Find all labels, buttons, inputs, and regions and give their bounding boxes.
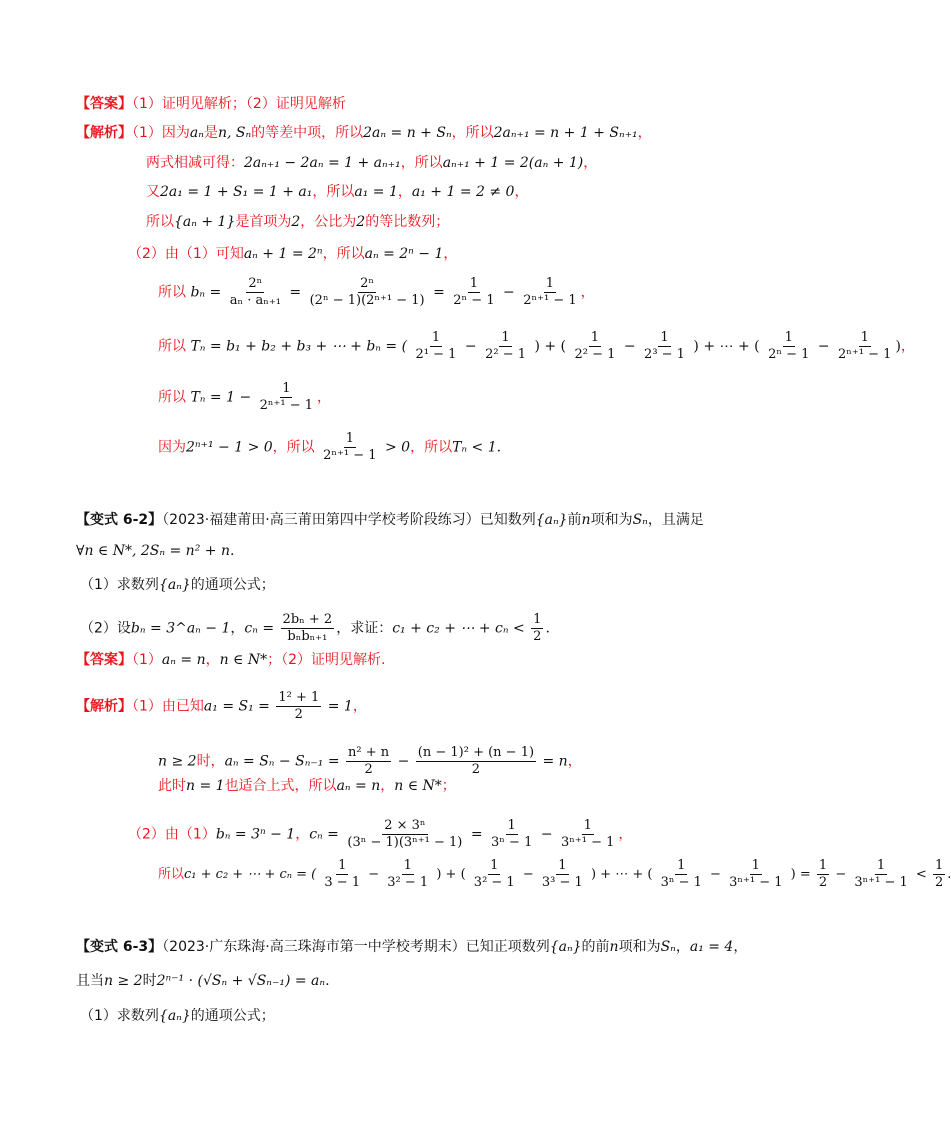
variant-6-3-stem <box>76 940 800 954</box>
math: = <box>470 826 483 843</box>
math: a₁ + 1 = 2 ≠ 0 <box>411 184 515 200</box>
variant-label: 【变式 6-3】 <box>76 939 163 955</box>
denominator: aₙ · aₙ₊₁ <box>229 293 281 308</box>
math: − <box>397 753 410 770</box>
text: 时 <box>142 973 157 989</box>
fraction <box>540 858 585 891</box>
math: n ≥ 2 <box>158 753 197 770</box>
denominator: 3ⁿ⁺¹ − 1 <box>854 875 908 890</box>
text: 此时 <box>158 778 186 794</box>
denominator: 2 <box>294 707 303 722</box>
denominator: 2ⁿ⁺¹ − 1 <box>259 398 314 413</box>
numerator: 1 <box>751 858 760 873</box>
math: 2ⁿ⁺¹ − 1 > 0 <box>186 439 273 456</box>
analysis-line-4 <box>146 215 800 229</box>
variant-6-2-analysis-3 <box>158 779 800 793</box>
text: ，所以 <box>322 246 365 262</box>
denominator: 2ⁿ⁺¹ − 1 <box>523 293 577 308</box>
math: a₁ = S₁ = <box>203 698 270 715</box>
denominator: 2ⁿ − 1 <box>768 347 810 362</box>
text: 前 <box>567 512 582 528</box>
numerator: 1 <box>345 431 354 446</box>
fraction <box>276 690 321 723</box>
fraction <box>817 858 829 891</box>
math: 2ⁿ⁻¹ · (√Sₙ + √Sₙ₋₁) = aₙ <box>156 973 326 989</box>
text: . <box>496 439 502 456</box>
fraction <box>559 818 616 851</box>
text: ， <box>514 184 529 200</box>
fraction <box>521 276 578 309</box>
math: bₙ = 3^aₙ − 1 <box>130 620 231 637</box>
text: 的等差中项，所以 <box>251 125 364 141</box>
math: a₁ = 1 <box>354 184 398 200</box>
text: （2）由（1） <box>128 826 216 843</box>
answer-line <box>76 97 800 111</box>
math: − <box>464 338 477 355</box>
denominator: 2² − 1 <box>574 347 616 362</box>
text: ， <box>397 184 412 200</box>
text: 又 <box>146 184 160 200</box>
text: ， <box>380 778 395 794</box>
math: {aₙ} <box>158 577 191 593</box>
math: ) + ( <box>436 867 466 882</box>
text: （2023·广东珠海·高三珠海市第一中学校考期末）已知正项数列 <box>162 939 550 955</box>
fraction <box>228 276 283 309</box>
math: cₙ = <box>309 826 339 843</box>
text: 所以 <box>146 214 174 230</box>
math: n ≥ 2 <box>104 973 143 989</box>
text: ， <box>317 389 332 406</box>
numerator: 1 <box>876 858 886 873</box>
math: bₙ = <box>190 284 222 301</box>
denominator: 2 <box>533 629 542 644</box>
fraction <box>642 330 687 363</box>
denominator: (3ⁿ − 1)(3ⁿ⁺¹ − 1) <box>347 835 463 850</box>
text: （1）因为 <box>132 125 190 141</box>
denominator: 2 <box>934 875 944 890</box>
math: < <box>915 867 927 882</box>
math: 2aₙ₊₁ = n + 1 + Sₙ₊₁ <box>493 125 638 141</box>
variant-6-2-question-2 <box>80 612 800 645</box>
text: 是 <box>203 125 218 141</box>
math: = n <box>542 753 568 770</box>
numerator: 1 <box>338 858 347 873</box>
math: aₙ = 2ⁿ − 1 <box>364 246 444 262</box>
fraction <box>836 330 893 363</box>
fraction <box>385 858 430 891</box>
math: aₙ = n <box>336 778 381 794</box>
analysis-line-1 <box>76 126 800 140</box>
denominator: 2¹ − 1 <box>415 347 457 362</box>
variant-6-2-analysis-2 <box>158 745 800 778</box>
fraction <box>281 612 335 645</box>
analysis-line-3 <box>146 185 800 199</box>
analysis-line-5 <box>128 247 800 261</box>
fraction <box>483 330 528 363</box>
math: a₁ = 4 <box>689 939 734 955</box>
text: 的等比数列； <box>365 214 450 230</box>
text: 两式相减可得： <box>146 155 244 171</box>
denominator: bₙbₙ₊₁ <box>287 629 328 644</box>
fraction <box>472 858 517 891</box>
denominator: 2ⁿ⁺¹ − 1 <box>838 347 892 362</box>
math: − <box>817 338 830 355</box>
numerator: 1 <box>282 381 291 396</box>
text: ，所以 <box>400 155 443 171</box>
text: 所以 <box>158 389 186 406</box>
math: cₙ = <box>244 620 275 637</box>
denominator: 3² − 1 <box>473 875 515 890</box>
text: ， <box>618 826 633 843</box>
text: 项和为 <box>618 939 661 955</box>
numerator: 1 <box>403 858 412 873</box>
math: aₙ = Sₙ − Sₙ₋₁ = <box>224 753 340 770</box>
fraction <box>933 858 945 891</box>
math: − <box>368 867 380 882</box>
analysis-label: 【解析】 <box>76 125 132 141</box>
math: n, Sₙ <box>217 125 252 141</box>
math: 2 <box>356 214 366 230</box>
numerator: 1 <box>431 330 441 345</box>
numerator: 1 <box>490 858 499 873</box>
variant-label: 【变式 6-2】 <box>76 512 163 528</box>
numerator: 1 <box>818 858 828 873</box>
analysis-line-9 <box>158 431 800 464</box>
numerator: 2ⁿ <box>360 276 375 291</box>
fraction <box>659 858 704 891</box>
numerator: 1 <box>501 330 510 345</box>
math: Sₙ <box>632 512 648 528</box>
numerator: 2bₙ + 2 <box>282 612 333 627</box>
math: aₙ <box>189 125 204 141</box>
numerator: 1 <box>583 818 592 833</box>
text: ， <box>580 284 595 301</box>
text: 所以 <box>158 338 186 355</box>
text: （1）由已知 <box>132 698 204 715</box>
analysis-line-8 <box>158 381 800 414</box>
fraction <box>321 431 378 464</box>
text: ， <box>637 125 652 141</box>
text: ， <box>205 652 220 668</box>
text: . <box>325 973 330 989</box>
text: ， <box>230 620 245 637</box>
answer-label: 【答案】 <box>76 96 132 112</box>
text: 是首项为 <box>235 214 292 230</box>
fraction <box>572 330 617 363</box>
math: Tₙ < 1 <box>452 439 497 456</box>
denominator: 3ⁿ − 1 <box>491 835 533 850</box>
variant-6-2-analysis-4 <box>128 818 800 851</box>
text: ，公比为 <box>300 214 357 230</box>
text: 所以 <box>158 284 186 301</box>
math: = <box>433 284 445 301</box>
text: 也适合上式，所以 <box>224 778 337 794</box>
math: n ∈ N* <box>394 778 442 794</box>
variant-6-2-answer <box>76 653 800 667</box>
denominator: 3 − 1 <box>324 875 361 890</box>
text: ，所以 <box>410 439 453 456</box>
numerator: 1 <box>545 276 555 291</box>
text: ， <box>567 753 582 770</box>
text: ， <box>900 338 915 355</box>
fraction <box>345 818 464 851</box>
fraction <box>258 381 315 414</box>
numerator: 1 <box>934 858 944 873</box>
math: ) + ( <box>534 338 567 355</box>
text: 所以 <box>158 867 185 882</box>
math: 2 <box>291 214 301 230</box>
math: > 0 <box>384 439 411 456</box>
text: ， <box>352 698 367 715</box>
math: aₙ₊₁ + 1 = 2(aₙ + 1) <box>442 155 584 171</box>
math: − <box>503 284 515 301</box>
math: {aₙ} <box>535 512 568 528</box>
denominator: 3ⁿ − 1 <box>660 875 702 890</box>
math: ) = <box>790 867 811 882</box>
fraction <box>322 858 362 891</box>
answer-text: （1）证明见解析；（2）证明见解析 <box>132 96 346 112</box>
math: {aₙ} <box>549 939 582 955</box>
text: 时， <box>196 753 225 770</box>
math: aₙ + 1 = 2ⁿ <box>243 246 323 262</box>
variant-6-2-question-1 <box>80 578 800 592</box>
math: = 1 <box>327 698 353 715</box>
math: aₙ = n <box>161 652 206 668</box>
analysis-line-6 <box>158 276 800 309</box>
fraction <box>414 330 459 363</box>
math: Tₙ = b₁ + b₂ + b₃ + ⋯ + bₙ = ( <box>190 338 408 355</box>
numerator: 1 <box>558 858 567 873</box>
variant-6-2-stem <box>76 513 800 527</box>
fraction <box>308 276 427 309</box>
text: ，求证： <box>336 620 393 637</box>
denominator: 3ⁿ⁺¹ − 1 <box>729 875 783 890</box>
math: − <box>540 826 553 843</box>
variant-6-2-analysis-5 <box>158 858 951 891</box>
denominator: 2 <box>818 875 828 890</box>
answer-label: 【答案】 <box>76 652 132 668</box>
math: 2aₙ = n + Sₙ <box>363 125 452 141</box>
text: ， <box>443 246 458 262</box>
denominator: (2ⁿ − 1)(2ⁿ⁺¹ − 1) <box>309 293 425 308</box>
math: {aₙ + 1} <box>174 214 236 230</box>
text: . <box>229 543 235 559</box>
numerator: 1 <box>660 330 669 345</box>
denominator: 2³ − 1 <box>644 347 685 362</box>
text: （2）设 <box>80 620 131 637</box>
text: ，所以 <box>451 125 494 141</box>
math: n = 1 <box>186 778 225 794</box>
text: 因为 <box>158 439 186 456</box>
denominator: 2ⁿ − 1 <box>453 293 495 308</box>
fraction <box>852 858 909 891</box>
math: n ∈ N* <box>219 652 268 668</box>
numerator: n² + n <box>348 745 390 760</box>
math: − <box>623 338 636 355</box>
numerator: 1² + 1 <box>278 690 320 705</box>
math: n <box>581 512 591 528</box>
numerator: 1 <box>507 818 516 833</box>
math: ) <box>895 338 901 355</box>
denominator: 3ⁿ⁺¹ − 1 <box>561 835 615 850</box>
numerator: 1 <box>860 330 869 345</box>
denominator: 3³ − 1 <box>541 875 583 890</box>
math: bₙ = 3ⁿ − 1 <box>215 826 296 843</box>
text: ，所以 <box>272 439 315 456</box>
text: ； <box>441 778 456 794</box>
numerator: 1 <box>469 276 479 291</box>
text: 的前 <box>581 939 610 955</box>
denominator: 2ⁿ⁺¹ − 1 <box>323 448 377 463</box>
text: . <box>545 620 550 637</box>
denominator: 2² − 1 <box>485 347 527 362</box>
fraction <box>451 276 496 309</box>
math: − <box>522 867 534 882</box>
math: − <box>835 867 847 882</box>
math: Tₙ = 1 − <box>190 389 252 406</box>
math: {aₙ} <box>158 1008 191 1024</box>
numerator: 2ⁿ <box>248 276 263 291</box>
text: ， <box>733 939 748 955</box>
variant-6-2-analysis-1 <box>76 690 800 723</box>
numerator: 1 <box>590 330 600 345</box>
fraction <box>416 745 536 778</box>
text: （1）求数列 <box>80 577 159 593</box>
numerator: 2 × 3ⁿ <box>384 818 426 833</box>
text: . <box>947 867 951 882</box>
math: ∀n ∈ N*, 2Sₙ = n² + n <box>76 543 230 559</box>
text: （2）由（1）可知 <box>128 246 244 262</box>
math: ) + ⋯ + ( <box>590 867 653 882</box>
math: 2a₁ = 1 + S₁ = 1 + a₁ <box>160 184 313 200</box>
denominator: 3² − 1 <box>387 875 429 890</box>
text: 项和为 <box>590 512 633 528</box>
text: 且当 <box>76 973 104 989</box>
analysis-label: 【解析】 <box>76 698 132 715</box>
text: （1）求数列 <box>80 1008 159 1024</box>
numerator: 1 <box>677 858 686 873</box>
text: ，所以 <box>312 184 355 200</box>
fraction <box>489 818 534 851</box>
math: − <box>710 867 721 882</box>
text: ， <box>675 939 690 955</box>
math: n <box>609 939 619 955</box>
math: c₁ + c₂ + ⋯ + cₙ < <box>392 620 525 637</box>
text: ；（2）证明见解析. <box>267 652 386 668</box>
numerator: 1 <box>533 612 542 627</box>
analysis-line-7 <box>158 330 915 363</box>
text: ， <box>295 826 310 843</box>
fraction <box>531 612 543 645</box>
text: ， <box>583 155 598 171</box>
variant-6-3-condition <box>76 974 800 988</box>
text: 的通项公式； <box>190 577 275 593</box>
math: = <box>289 284 302 301</box>
numerator: 1 <box>784 330 793 345</box>
text: ，且满足 <box>647 512 704 528</box>
math: c₁ + c₂ + ⋯ + cₙ = ( <box>184 867 317 882</box>
text: 的通项公式； <box>190 1008 275 1024</box>
text: （2023·福建莆田·高三莆田第四中学校考阶段练习）已知数列 <box>162 512 536 528</box>
denominator: 2 <box>471 762 481 777</box>
fraction <box>346 745 391 778</box>
math: ) + ⋯ + ( <box>693 338 760 355</box>
math: 2aₙ₊₁ − 2aₙ = 1 + aₙ₊₁ <box>244 155 401 171</box>
denominator: 2 <box>364 762 373 777</box>
fraction <box>766 330 811 363</box>
numerator: (n − 1)² + (n − 1) <box>417 745 535 760</box>
math: Sₙ <box>660 939 676 955</box>
variant-6-3-question-1 <box>80 1009 800 1023</box>
analysis-line-2 <box>146 156 800 170</box>
fraction <box>727 858 784 891</box>
text: （1） <box>132 652 162 668</box>
variant-6-2-condition <box>76 544 800 558</box>
